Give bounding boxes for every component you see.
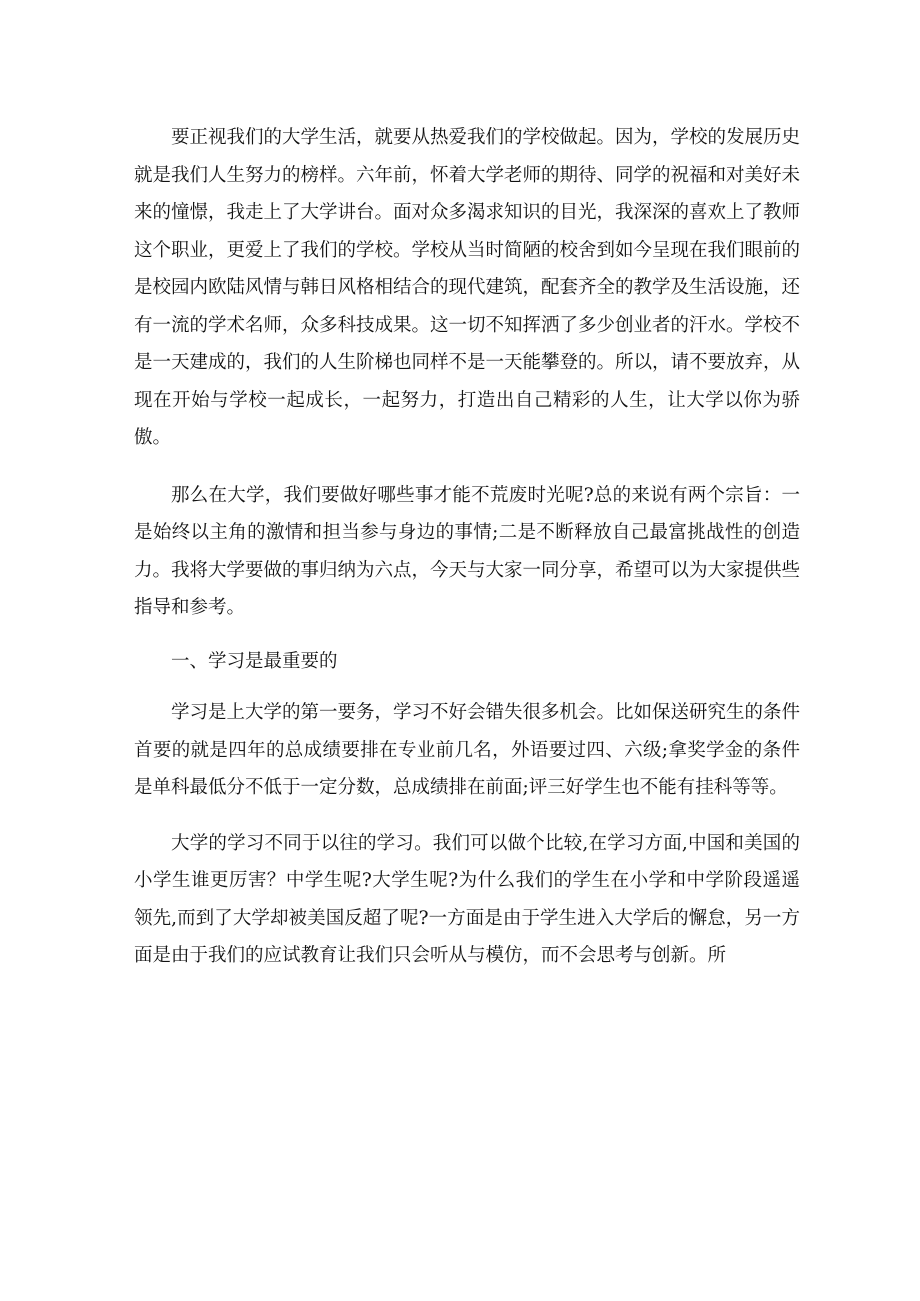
paragraph-study-comparison: 大学的学习不同于以往的学习。我们可以做个比较,在学习方面,中国和美国的小学生谁更厉害？中学生呢?大学生呢?为什么我们的学生在小学和中学阶段遥遥领先,而到了大学却被美国反超了呢?一方面是由于学生进入大学后的懈怠，另一方面是由于我们的应试教育让我们只会听从与模仿，而不会思考与创新。所	[134, 832, 800, 966]
document-body	[134, 119, 800, 975]
section-heading-study: 一、学习是最重要的	[171, 650, 338, 672]
paragraph-study-importance: 学习是上大学的第一要务，学习不好会错失很多机会。比如保送研究生的条件首要的就是四年的总成绩要排在专业前几名，外语要过四、六级;拿奖学金的条件是单科最低分不低于一定分数，总成绩排在前面;评三好学生也不能有挂科等等。	[134, 702, 801, 798]
paragraph-two-principles: 那么在大学，我们要做好哪些事才能不荒废时光呢?总的来说有两个宗旨：一是始终以主角的激情和担当参与身边的事情;二是不断释放自己最富挑战性的创造力。我将大学要做的事归纳为六点，今天与大家一同分享，希望可以为大家提供些指导和参考。	[134, 484, 801, 618]
paragraph-school-history: 要正视我们的大学生活，就要从热爱我们的学校做起。因为，学校的发展历史就是我们人生努力的榜样。六年前，怀着大学老师的期待、同学的祝福和对美好未来的憧憬，我走上了大学讲台。面对众多渴求知识的目光，我深深的喜欢上了教师这个职业，更爱上了我们的学校。学校从当时简陋的校舍到如今呈现在我们眼前的是校园内欧陆风情与韩日风格相结合的现代建筑，配套齐全的教学及生活设施，还有一流的学术名师，众多科技成果。这一切不知挥洒了多少创业者的汗水。学校不是一天建成的，我们的人生阶梯也同样不是一天能攀登的。所以，请不要放弃，从现在开始与学校一起成长，一起努力，打造出自己精彩的人生，让大学以你为骄傲。	[134, 127, 801, 448]
